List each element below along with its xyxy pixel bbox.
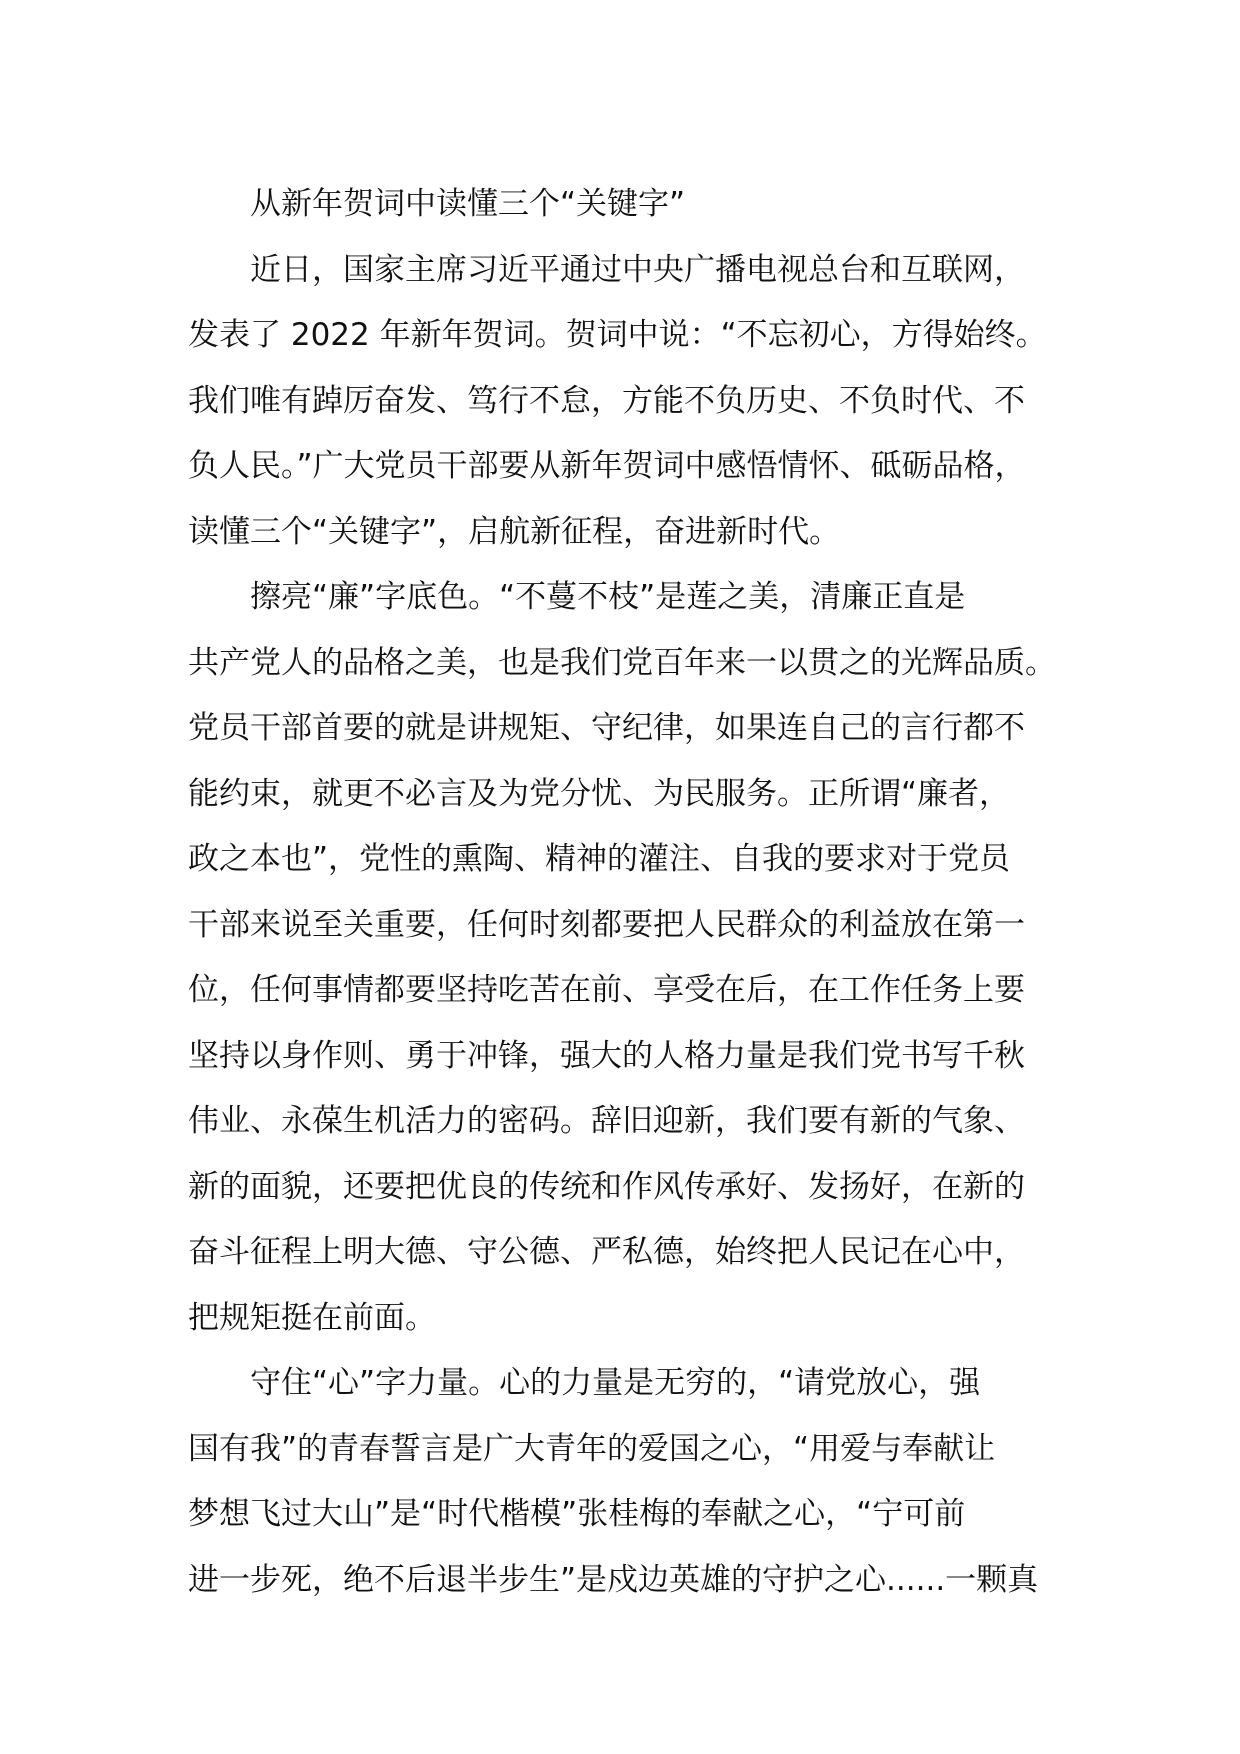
paragraph-2-line-12: 把规矩挺在前面。 [188, 1299, 436, 1336]
paragraph-3-line-4: 进一步死，绝不后退半步生”是戍边英雄的守护之心......一颗真 [188, 1561, 1039, 1598]
paragraph-3-line-3: 梦想飞过大山”是“时代楷模”张桂梅的奉献之心，“宁可前 [188, 1496, 966, 1532]
paragraph-1-line-5: 读懂三个“关键字”，启航新征程，奋进新时代。 [188, 513, 841, 550]
paragraph-2-line-1: 擦亮“廉”字底色。“不蔓不枝”是莲之美，清廉正直是 [250, 579, 966, 615]
paragraph-2-line-4: 能约束，就更不必言及为党分忧、为民服务。正所谓“廉者， [188, 775, 1011, 812]
paragraph-1-line-2: 发表了 2022 年新年贺词。贺词中说：“不忘初心，方得始终。 [188, 317, 1047, 353]
paragraph-3-line-1: 守住“心”字力量。心的力量是无穷的，“请党放心，强 [250, 1365, 981, 1401]
paragraph-1-line-1: 近日，国家主席习近平通过中央广播电视总台和互联网， [250, 251, 1025, 288]
paragraph-1-line-3: 我们唯有踔厉奋发、笃行不怠，方能不负历史、不负时代、不 [188, 382, 1025, 419]
paragraph-1-line-4: 负人民。”广大党员干部要从新年贺词中感悟情怀、砥砺品格， [188, 448, 1026, 484]
document-body [188, 172, 1088, 1613]
paragraph-2-line-5: 政之本也”，党性的熏陶、精神的灌注、自我的要求对于党员 [188, 841, 1011, 877]
paragraph-2-line-2: 共产党人的品格之美，也是我们党百年来一以贯之的光辉品质。 [188, 644, 1056, 681]
paragraph-3-line-2: 国有我”的青春誓言是广大青年的爱国之心，“用爱与奉献让 [188, 1430, 996, 1467]
paragraph-2-line-7: 位，任何事情都要坚持吃苦在前、享受在后，在工作任务上要 [188, 972, 1025, 1008]
document-title: 从新年贺词中读懂三个“关键字” [250, 186, 686, 222]
paragraph-2-line-10: 新的面貌，还要把优良的传统和作风传承好、发扬好，在新的 [188, 1168, 1025, 1205]
paragraph-2-line-8: 坚持以身作则、勇于冲锋，强大的人格力量是我们党书写千秋 [188, 1037, 1025, 1074]
paragraph-2-line-6: 干部来说至关重要，任何时刻都要把人民群众的利益放在第一 [188, 906, 1025, 943]
paragraph-2-line-11: 奋斗征程上明大德、守公德、严私德，始终把人民记在心中， [188, 1234, 1025, 1270]
paragraph-2-line-9: 伟业、永葆生机活力的密码。辞旧迎新，我们要有新的气象、 [188, 1103, 1025, 1139]
paragraph-2-line-3: 党员干部首要的就是讲规矩、守纪律，如果连自己的言行都不 [188, 710, 1025, 746]
